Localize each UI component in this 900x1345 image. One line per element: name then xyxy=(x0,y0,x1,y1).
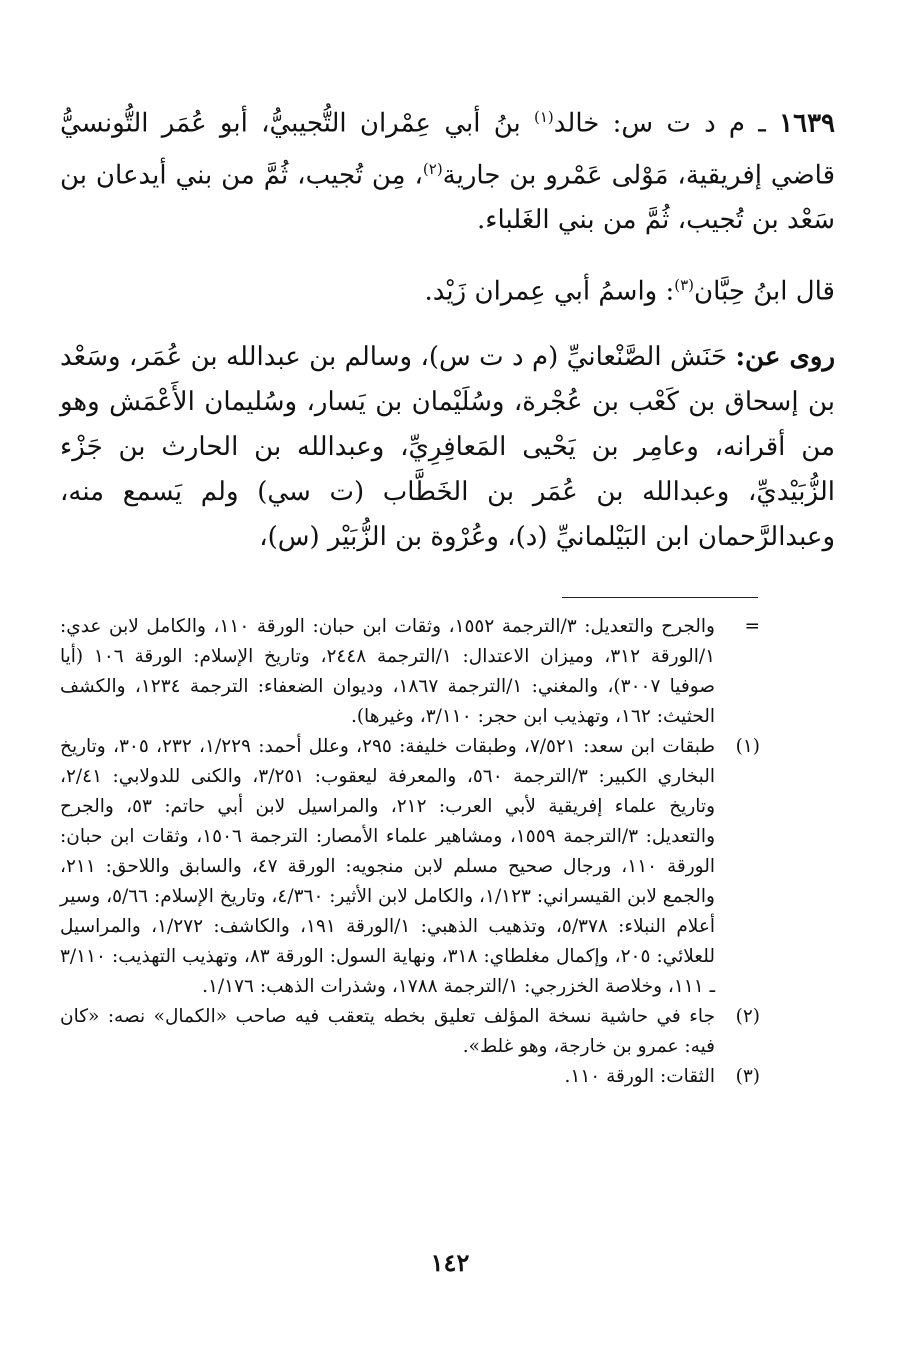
ibn-hibban-text-2: : واسمُ أبي عِمران زَيْد. xyxy=(424,276,675,307)
footnote-text: الثقات: الورقة ١١٠. xyxy=(564,1066,715,1087)
footnote xyxy=(60,732,760,1002)
narrated-from-paragraph xyxy=(60,335,835,560)
main-text xyxy=(60,95,835,560)
entry-heading-text-3: ، مِن تُجيب، ثُمَّ من بني أيدعان بن سَعْد بن تُجيب، ثُمَّ من بني الغَلباء. xyxy=(60,160,835,236)
footnote-ref-3[interactable]: (٣) xyxy=(674,276,695,295)
footnote-mark: (١) xyxy=(735,736,760,757)
footnote-text: جاء في حاشية نسخة المؤلف تعليق بخطه يتعقب فيه صاحب «الكمال» نصه: «كان فيه: عمرو بن خارجة، وهو غلط». xyxy=(60,1006,715,1057)
ibn-hibban-text: قال ابنُ حِبَّان xyxy=(694,276,835,307)
footnote-text: طبقات ابن سعد: ٧/٥٢١، وطبقات خليفة: ٢٩٥، وعلل أحمد: ١/٢٢٩، ٢٣٢، ٣٠٥، وتاريخ البخاري الكبير: ٣/الترجمة ٥٦٠، والمعرفة ليعقوب: ٣/٢٥١، والكنى للدولابي: ٢/٤١، وتاريخ علماء إفريقية لأبي العرب: ٢١٢، والمراسيل لابن أبي حاتم: ٥٣، والجرح والتعديل: ٣/الترجمة ١٥٥٩، ومشاهير علماء الأمصار: الترجمة ١٥٠٦، وثقات ابن حبان: الورقة ١١٠، ورجال صحيح مسلم لابن منجويه: الورقة ٤٧، والسابق واللاحق: ٢١١، والجمع لابن القيسراني: ١/١٢٣، والكامل لابن الأثير: ٤/٣٦٠، وتاريخ الإسلام: ٥/٦٦، وسير أعلام النبلاء: ٥/٣٧٨، وتذهيب الذهبي: ١/الورقة ١٩١، والكاشف: ١/٢٧٢، والمراسيل للعلائي: ٢٠٥، وإكمال مغلطاي: ٣١٨، ونهاية السول: الورقة ٨٣، وتهذيب التهذيب: ٣/١١٠ ـ ١١١، وخلاصة الخزرجي: ١/الترجمة ١٧٨٨، وشذرات الذهب: ١/١٧٦. xyxy=(60,736,716,997)
narrated-from-label: روى عن: xyxy=(735,341,836,372)
entry-heading-text: ـ م د ت س: خالد xyxy=(553,108,766,139)
narrated-from-text: حَنَش الصَّنْعانيِّ (م د ت س)، وسالم بن عبدالله بن عُمَر، وسَعْد بن إسحاق بن كَعْب بن عُجْرة، وسُلَيْمان بن يَسار، وسُليمان الأَعْمَش وهو من أقرانه، وعامِر بن يَحْيى المَعافِرِيِّ، وعبدالله بن الحارث بن جَزْء الزُّبَيْديِّ، وعبدالله بن عُمَر بن الخَطَّاب (ت سي) ولم يَسمع منه، وعبدالرَّحمان ابن البَيْلمانيِّ (د)، وعُرْوة بن الزُّبَيْر (س)، xyxy=(60,341,835,552)
footnote xyxy=(60,1002,760,1062)
footnote-divider xyxy=(562,597,758,598)
entry-heading-text-2: بنُ أبي عِمْران التُّجيبيُّ، أبو عُمَر التُّونسيُّ قاضي إفريقية، مَوْلى عَمْرو بن جارية xyxy=(60,108,835,191)
entry-number: ١٦٣٩ xyxy=(779,108,836,139)
entry-paragraph xyxy=(60,95,835,243)
footnote xyxy=(60,612,760,732)
footnote-mark: = xyxy=(744,616,760,637)
page-number: ١٤٢ xyxy=(430,1248,470,1277)
footnote-mark: (٢) xyxy=(735,1006,760,1027)
footnote-text: والجرح والتعديل: ٣/الترجمة ١٥٥٢، وثقات ابن حبان: الورقة ١١٠، والكامل لابن عدي: ١/الورقة ٣١٢، وميزان الاعتدال: ١/الترجمة ٢٤٤٨، وتاريخ الإسلام: الورقة ١٠٦ (أيا صوفيا ٣٠٠٧)، والمغني: ١/الترجمة ١٨٦٧، وديوان الضعفاء: الترجمة ١٢٣٤، والكشف الحثيث: ١٦٢، وتهذيب ابن حجر: ٣/١١٠، وغيرها). xyxy=(60,616,716,727)
footnote-ref-1[interactable]: (١) xyxy=(534,108,554,126)
footnote-mark: (٣) xyxy=(735,1066,760,1087)
footnote-ref-2[interactable]: (٢) xyxy=(422,159,443,178)
ibn-hibban-paragraph xyxy=(60,263,835,315)
footnotes xyxy=(60,612,760,1092)
footnote xyxy=(60,1062,760,1092)
